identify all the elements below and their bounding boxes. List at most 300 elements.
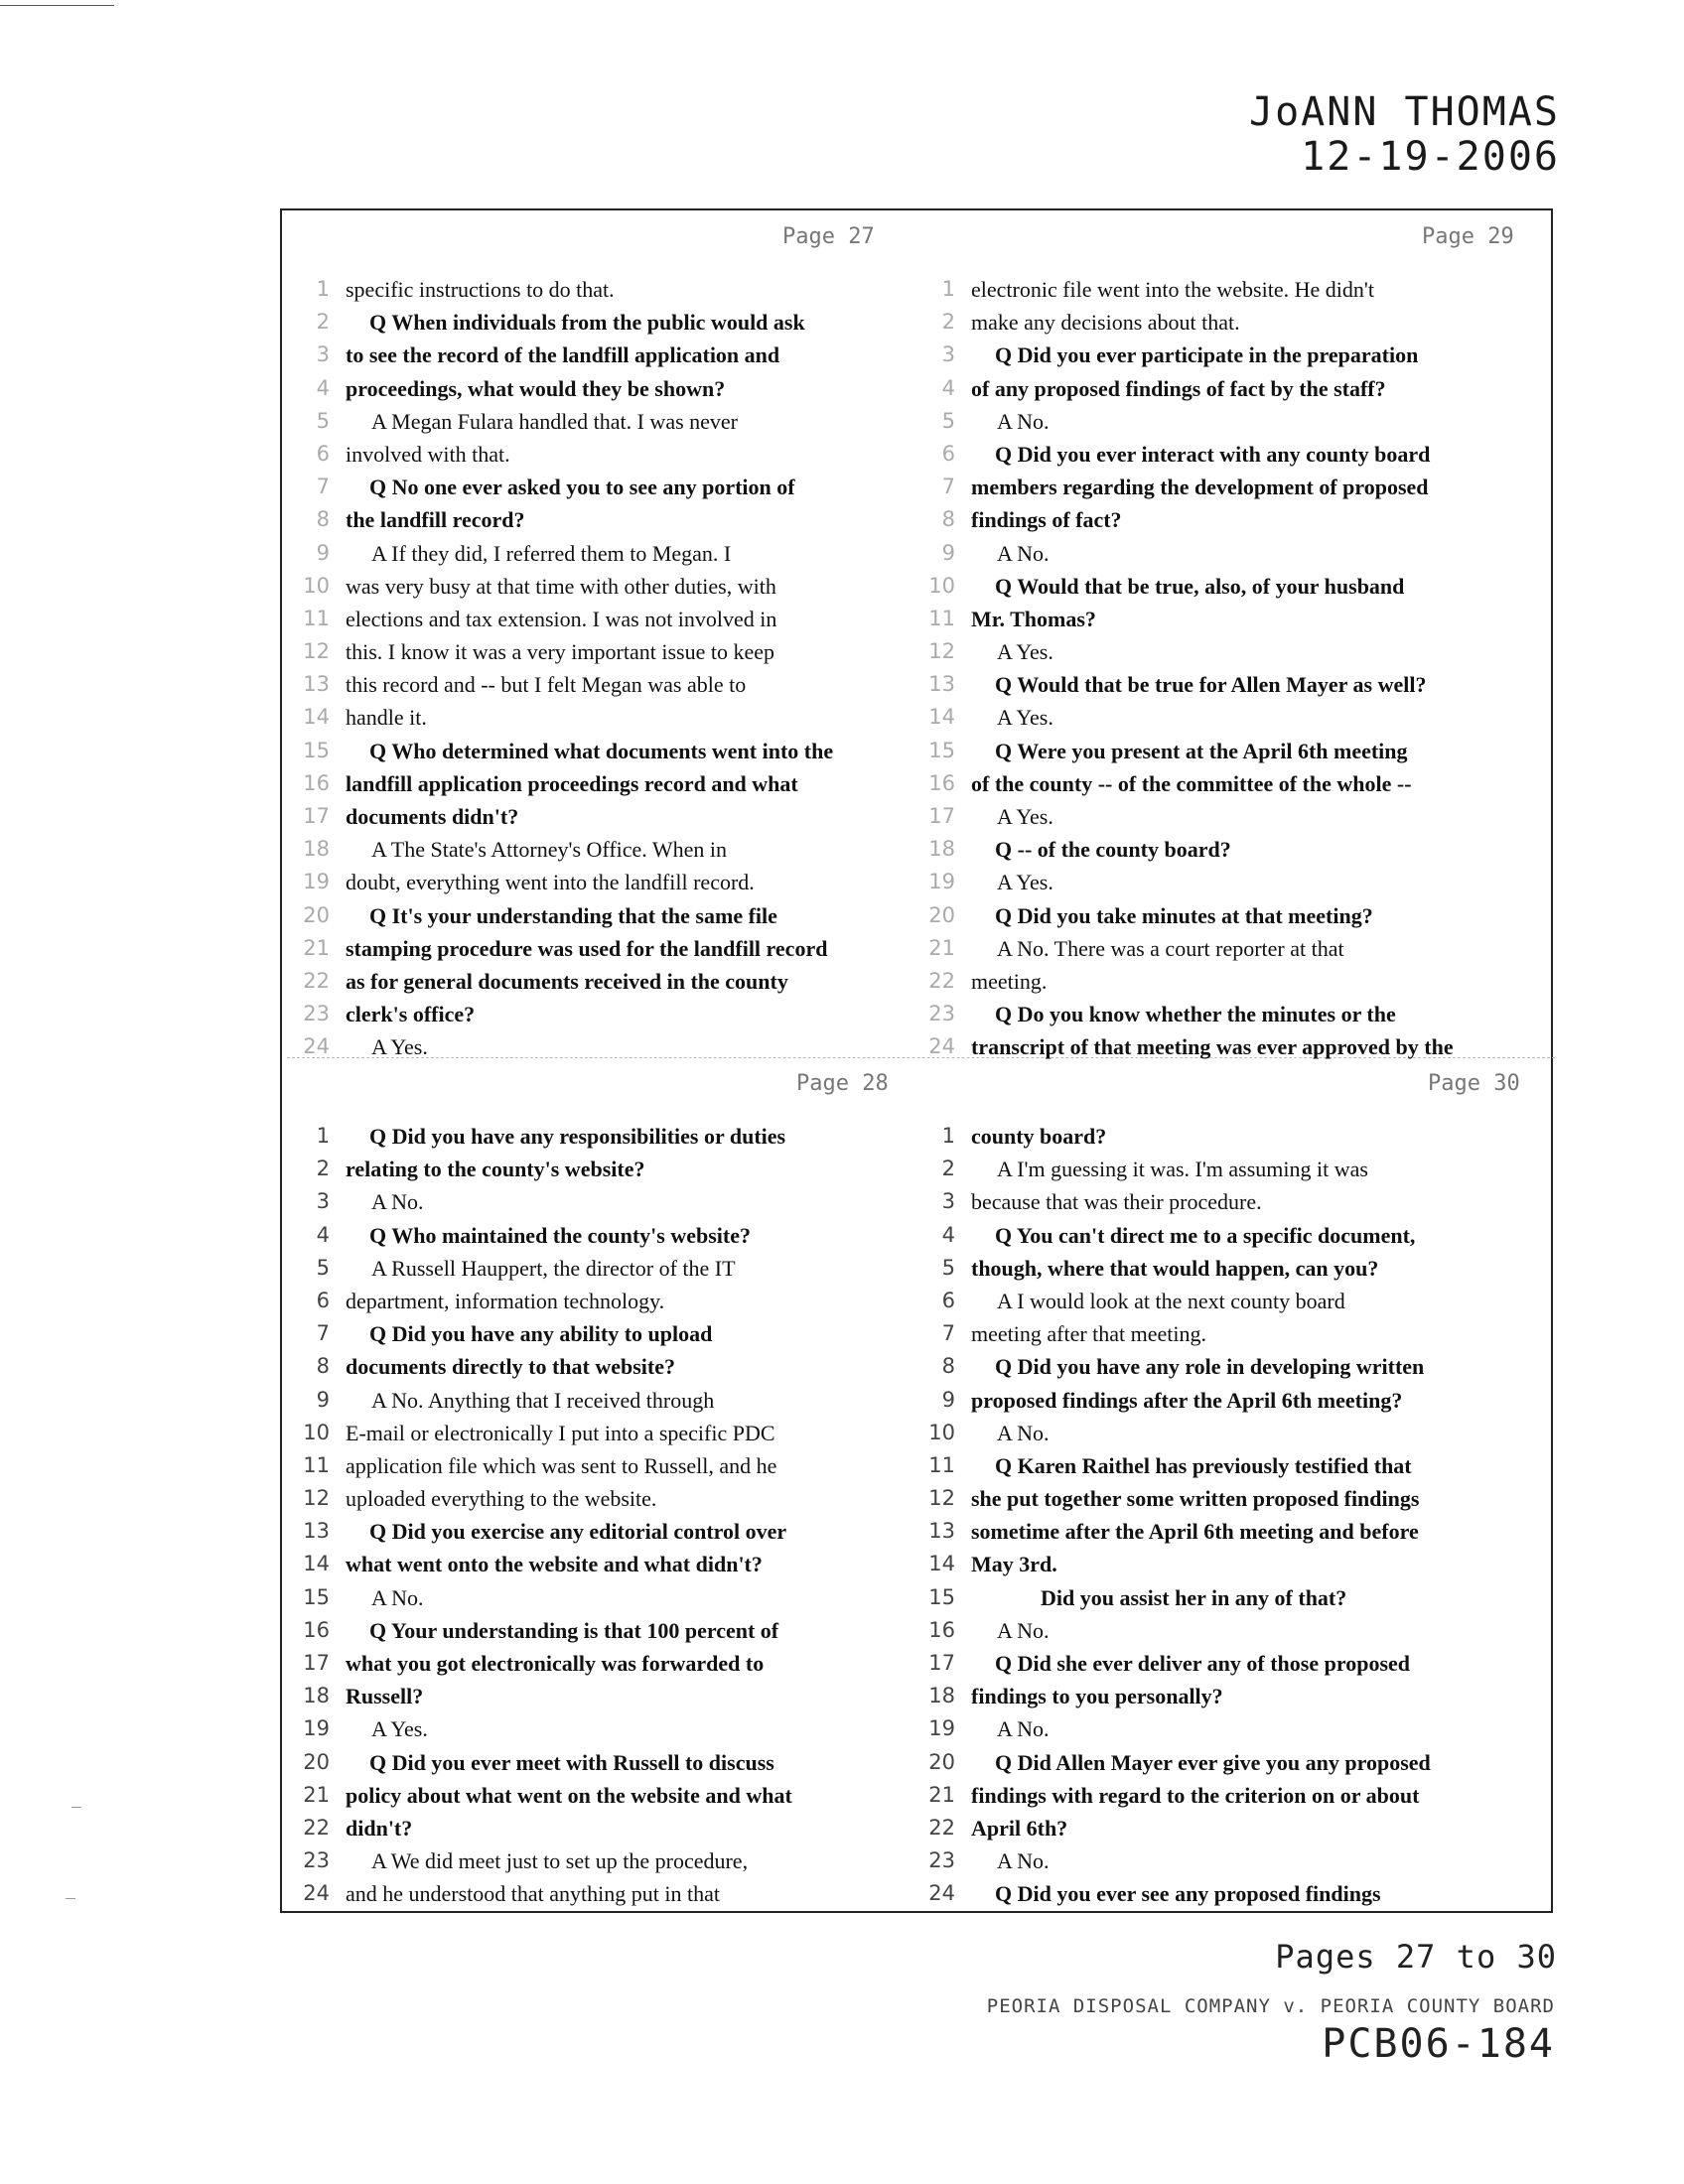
line-number: 13 bbox=[303, 1519, 330, 1544]
line-text: proceedings, what would they be shown? bbox=[346, 375, 726, 401]
scan-speck bbox=[71, 1807, 81, 1808]
line-text: handle it. bbox=[346, 705, 427, 731]
line-number: 1 bbox=[316, 1124, 330, 1148]
line-text: Q Would that be true for Allen Mayer as well? bbox=[995, 672, 1427, 698]
line-number: 13 bbox=[928, 1519, 955, 1544]
line-number: 13 bbox=[303, 672, 330, 697]
line-text: elections and tax extension. I was not involved in bbox=[346, 606, 777, 631]
line-text: because that was their procedure. bbox=[971, 1189, 1262, 1215]
line-number: 20 bbox=[303, 1749, 330, 1774]
line-number: 17 bbox=[928, 804, 955, 828]
line-number: 1 bbox=[316, 277, 330, 301]
line-number: 4 bbox=[316, 1222, 330, 1247]
line-number: 7 bbox=[941, 475, 955, 499]
line-number: 5 bbox=[941, 408, 955, 433]
line-text: Mr. Thomas? bbox=[971, 606, 1096, 631]
line-text: uploaded everything to the website. bbox=[346, 1486, 657, 1512]
line-text: A Yes. bbox=[997, 870, 1053, 895]
line-text: Q Who maintained the county's website? bbox=[369, 1222, 752, 1248]
line-text: findings of fact? bbox=[971, 507, 1122, 533]
line-number: 22 bbox=[303, 1815, 330, 1840]
line-text: A Yes. bbox=[371, 1034, 428, 1060]
transcript-line bbox=[923, 1002, 1559, 1034]
transcript-lines bbox=[923, 1124, 1559, 1915]
line-number: 16 bbox=[928, 770, 955, 795]
transcript-line bbox=[298, 1552, 933, 1584]
transcript-line bbox=[923, 1881, 1559, 1914]
line-number: 8 bbox=[316, 1354, 330, 1379]
line-text: A No. bbox=[371, 1189, 424, 1215]
line-number: 20 bbox=[928, 1749, 955, 1774]
transcript-lines bbox=[923, 277, 1559, 1068]
line-text: A I would look at the next county board bbox=[997, 1288, 1345, 1313]
transcript-line bbox=[298, 969, 933, 1002]
line-text: A We did meet just to set up the procedure, bbox=[371, 1848, 749, 1874]
line-text: meeting. bbox=[971, 968, 1048, 994]
transcript-line bbox=[298, 541, 933, 574]
line-number: 9 bbox=[941, 540, 955, 565]
transcript-line bbox=[298, 936, 933, 969]
line-number: 8 bbox=[316, 507, 330, 532]
line-text: A No. bbox=[997, 540, 1050, 566]
line-number: 9 bbox=[941, 1387, 955, 1412]
transcript-line bbox=[298, 1651, 933, 1684]
line-number: 9 bbox=[316, 1387, 330, 1412]
page-number-label: Page 29 bbox=[1422, 224, 1514, 249]
line-text: A The State's Attorney's Office. When in bbox=[371, 837, 728, 863]
transcript-line bbox=[298, 310, 933, 342]
transcript-line bbox=[923, 1321, 1559, 1354]
line-text: county board? bbox=[971, 1124, 1107, 1149]
transcript-line bbox=[298, 771, 933, 804]
transcript-line bbox=[298, 1002, 933, 1034]
line-number: 17 bbox=[928, 1651, 955, 1675]
transcript-line bbox=[923, 739, 1559, 771]
transcript-line bbox=[298, 837, 933, 870]
transcript-line bbox=[923, 1034, 1559, 1067]
transcript-line bbox=[298, 342, 933, 375]
line-number: 7 bbox=[316, 1321, 330, 1346]
line-number: 19 bbox=[928, 1716, 955, 1741]
line-text: Q Did you have any role in developing written bbox=[995, 1354, 1425, 1380]
transcript-line bbox=[923, 1486, 1559, 1519]
transcript-line bbox=[923, 1783, 1559, 1816]
transcript-line bbox=[923, 672, 1559, 705]
line-text: E-mail or electronically I put into a specific PDC bbox=[346, 1420, 775, 1445]
line-number: 21 bbox=[303, 1782, 330, 1807]
line-number: 2 bbox=[941, 310, 955, 335]
transcript-line bbox=[298, 1223, 933, 1256]
line-text: Q When individuals from the public would ask bbox=[369, 310, 805, 336]
line-text: what you got electronically was forwarded to bbox=[346, 1651, 765, 1676]
line-number: 16 bbox=[928, 1617, 955, 1642]
line-number: 7 bbox=[941, 1321, 955, 1346]
line-number: 21 bbox=[928, 935, 955, 960]
transcript-line bbox=[298, 1750, 933, 1783]
case-caption: PEORIA DISPOSAL COMPANY v. PEORIA COUNTY BOARD bbox=[986, 1995, 1555, 2017]
line-number: 6 bbox=[941, 1288, 955, 1312]
line-number: 21 bbox=[928, 1782, 955, 1807]
line-text: was very busy at that time with other duties, with bbox=[346, 573, 776, 599]
transcript-line bbox=[923, 1618, 1559, 1651]
transcript-line bbox=[923, 837, 1559, 870]
transcript-line bbox=[923, 409, 1559, 442]
transcript-line bbox=[923, 376, 1559, 409]
transcript-line bbox=[298, 639, 933, 672]
transcript-line bbox=[298, 409, 933, 442]
transcript-line bbox=[298, 672, 933, 705]
line-number: 3 bbox=[941, 1189, 955, 1214]
transcript-line bbox=[298, 1034, 933, 1067]
transcript-line bbox=[298, 1881, 933, 1914]
line-number: 19 bbox=[303, 870, 330, 894]
transcript-line bbox=[298, 1157, 933, 1189]
line-text: stamping procedure was used for the landfill record bbox=[346, 935, 828, 961]
transcript-line bbox=[923, 1453, 1559, 1486]
page-number-label: Page 28 bbox=[796, 1071, 889, 1096]
line-number: 14 bbox=[928, 705, 955, 730]
line-text: Q No one ever asked you to see any portion of bbox=[369, 475, 795, 500]
line-number: 22 bbox=[928, 968, 955, 993]
line-number: 15 bbox=[928, 738, 955, 762]
line-text: Did you assist her in any of that? bbox=[1041, 1584, 1347, 1610]
line-number: 2 bbox=[316, 310, 330, 335]
transcript-line bbox=[923, 1157, 1559, 1189]
transcript-line bbox=[923, 310, 1559, 342]
transcript-line bbox=[923, 475, 1559, 507]
line-number: 18 bbox=[303, 1684, 330, 1708]
line-text: Q Would that be true, also, of your husband bbox=[995, 573, 1405, 599]
transcript-line bbox=[923, 507, 1559, 540]
line-text: A No. bbox=[997, 1848, 1050, 1874]
transcript-line bbox=[298, 376, 933, 409]
case-number: PCB06-184 bbox=[1322, 2021, 1555, 2067]
line-text: meeting after that meeting. bbox=[971, 1321, 1207, 1347]
transcript-line bbox=[923, 1684, 1559, 1716]
transcript-line bbox=[923, 1848, 1559, 1881]
transcript-line bbox=[923, 1750, 1559, 1783]
line-text: didn't? bbox=[346, 1815, 413, 1841]
transcript-line bbox=[923, 1816, 1559, 1848]
line-text: relating to the county's website? bbox=[346, 1157, 645, 1182]
transcript-line bbox=[923, 1124, 1559, 1157]
line-number: 6 bbox=[316, 1288, 330, 1312]
transcript-line bbox=[923, 1289, 1559, 1321]
line-text: findings to you personally? bbox=[971, 1684, 1223, 1709]
transcript-line bbox=[298, 739, 933, 771]
line-number: 12 bbox=[303, 639, 330, 664]
line-number: 12 bbox=[928, 639, 955, 664]
line-number: 15 bbox=[303, 738, 330, 762]
line-text: May 3rd. bbox=[971, 1552, 1057, 1577]
transcript-line bbox=[298, 574, 933, 607]
line-text: members regarding the development of proposed bbox=[971, 475, 1429, 500]
transcript-line bbox=[298, 1816, 933, 1848]
transcript-line bbox=[298, 277, 933, 310]
line-number: 6 bbox=[941, 441, 955, 466]
line-text: Q Did she ever deliver any of those proposed bbox=[995, 1651, 1411, 1676]
transcript-line bbox=[298, 870, 933, 902]
line-text: Q Did Allen Mayer ever give you any proposed bbox=[995, 1749, 1431, 1775]
line-text: A Yes. bbox=[997, 639, 1053, 665]
line-number: 10 bbox=[303, 1420, 330, 1444]
transcript-line bbox=[298, 1519, 933, 1552]
transcript-line bbox=[923, 639, 1559, 672]
line-number: 3 bbox=[941, 342, 955, 367]
line-text: Q Did you ever meet with Russell to discuss bbox=[369, 1749, 774, 1775]
line-number: 9 bbox=[316, 540, 330, 565]
line-text: Q Your understanding is that 100 percent of bbox=[369, 1617, 779, 1643]
transcript-line bbox=[298, 1256, 933, 1289]
line-number: 4 bbox=[316, 375, 330, 400]
line-number: 16 bbox=[303, 770, 330, 795]
transcript-line bbox=[923, 771, 1559, 804]
line-text: A I'm guessing it was. I'm assuming it was bbox=[997, 1157, 1368, 1182]
line-number: 1 bbox=[941, 277, 955, 301]
line-number: 17 bbox=[303, 1651, 330, 1675]
line-text: A No. bbox=[997, 408, 1050, 434]
line-number: 24 bbox=[928, 1881, 955, 1906]
line-text: A No. Anything that I received through bbox=[371, 1387, 715, 1413]
transcript-line bbox=[923, 936, 1559, 969]
line-text: Q It's your understanding that the same file bbox=[369, 902, 777, 928]
line-text: A No. bbox=[997, 1420, 1050, 1445]
top-edge-mark bbox=[0, 5, 114, 6]
line-number: 19 bbox=[928, 870, 955, 894]
transcript-line bbox=[923, 1585, 1559, 1618]
line-text: A No. bbox=[371, 1584, 424, 1610]
line-number: 22 bbox=[928, 1815, 955, 1840]
line-text: make any decisions about that. bbox=[971, 310, 1240, 336]
line-text: though, where that would happen, can you? bbox=[971, 1255, 1379, 1281]
line-number: 20 bbox=[928, 902, 955, 927]
line-number: 23 bbox=[928, 1848, 955, 1873]
transcript-line bbox=[923, 903, 1559, 936]
transcript-line bbox=[298, 1453, 933, 1486]
line-number: 12 bbox=[303, 1486, 330, 1511]
line-number: 16 bbox=[303, 1617, 330, 1642]
transcript-line bbox=[298, 1388, 933, 1421]
transcript-line bbox=[298, 1684, 933, 1716]
line-number: 4 bbox=[941, 375, 955, 400]
line-number: 24 bbox=[928, 1034, 955, 1059]
line-number: 12 bbox=[928, 1486, 955, 1511]
transcript-line bbox=[298, 903, 933, 936]
transcript-lines bbox=[298, 277, 933, 1068]
line-text: to see the record of the landfill application and bbox=[346, 342, 780, 368]
page-number-label: Page 27 bbox=[782, 224, 875, 249]
transcript-line bbox=[298, 1585, 933, 1618]
line-number: 14 bbox=[928, 1552, 955, 1576]
transcript-line bbox=[923, 1189, 1559, 1222]
line-text: Q Do you know whether the minutes or the bbox=[995, 1002, 1396, 1027]
transcript-line bbox=[923, 804, 1559, 837]
line-number: 8 bbox=[941, 507, 955, 532]
line-number: 2 bbox=[316, 1157, 330, 1181]
line-text: this record and -- but I felt Megan was able to bbox=[346, 672, 747, 698]
line-text: A Yes. bbox=[371, 1716, 428, 1742]
line-text: doubt, everything went into the landfill record. bbox=[346, 870, 755, 895]
line-text: of any proposed findings of fact by the staff? bbox=[971, 375, 1386, 401]
transcript-line bbox=[298, 475, 933, 507]
transcript-line bbox=[923, 705, 1559, 738]
transcript-line bbox=[923, 442, 1559, 475]
transcript-line bbox=[298, 1354, 933, 1387]
line-number: 11 bbox=[928, 1452, 955, 1477]
line-text: Q Did you have any ability to upload bbox=[369, 1321, 713, 1347]
transcript-line bbox=[923, 607, 1559, 639]
line-text: as for general documents received in the county bbox=[346, 968, 788, 994]
line-number: 3 bbox=[316, 342, 330, 367]
line-text: Q -- of the county board? bbox=[995, 837, 1231, 863]
line-text: Q You can't direct me to a specific document, bbox=[995, 1222, 1416, 1248]
line-number: 8 bbox=[941, 1354, 955, 1379]
transcript-line bbox=[923, 1716, 1559, 1749]
line-text: A Yes. bbox=[997, 705, 1053, 731]
line-number: 15 bbox=[303, 1584, 330, 1609]
line-text: Russell? bbox=[346, 1684, 424, 1709]
transcript-line bbox=[298, 442, 933, 475]
line-number: 22 bbox=[303, 968, 330, 993]
line-number: 14 bbox=[303, 705, 330, 730]
transcript-line bbox=[298, 1124, 933, 1157]
transcript-line bbox=[923, 1421, 1559, 1453]
transcript-lines bbox=[298, 1124, 933, 1915]
page-range: Pages 27 to 30 bbox=[1275, 1938, 1557, 1976]
line-text: Q Who determined what documents went into the bbox=[369, 738, 834, 763]
line-text: Q Did you take minutes at that meeting? bbox=[995, 902, 1373, 928]
transcript-line bbox=[923, 1552, 1559, 1584]
transcript-line bbox=[923, 277, 1559, 310]
line-text: April 6th? bbox=[971, 1815, 1068, 1841]
line-number: 10 bbox=[928, 1420, 955, 1444]
line-text: A Yes. bbox=[997, 804, 1053, 829]
transcript-line bbox=[923, 1354, 1559, 1387]
transcript-line bbox=[923, 1223, 1559, 1256]
line-number: 21 bbox=[303, 935, 330, 960]
line-number: 5 bbox=[941, 1255, 955, 1280]
line-text: A No. There was a court reporter at that bbox=[997, 935, 1344, 961]
line-text: A Russell Hauppert, the director of the IT bbox=[371, 1255, 736, 1281]
line-number: 18 bbox=[928, 837, 955, 862]
transcript-line bbox=[923, 1519, 1559, 1552]
line-number: 13 bbox=[928, 672, 955, 697]
line-text: she put together some written proposed findings bbox=[971, 1486, 1420, 1512]
line-number: 23 bbox=[303, 1848, 330, 1873]
transcript-line bbox=[923, 1388, 1559, 1421]
transcript-line bbox=[298, 1716, 933, 1749]
line-text: Q Did you ever see any proposed findings bbox=[995, 1881, 1381, 1907]
transcript-line bbox=[923, 969, 1559, 1002]
transcript-line bbox=[298, 1783, 933, 1816]
transcript-line bbox=[298, 1189, 933, 1222]
line-text: A Megan Fulara handled that. I was never bbox=[371, 408, 738, 434]
line-number: 15 bbox=[928, 1584, 955, 1609]
transcript-line bbox=[923, 870, 1559, 902]
transcript-line bbox=[298, 507, 933, 540]
transcript-line bbox=[298, 1421, 933, 1453]
line-number: 24 bbox=[303, 1034, 330, 1059]
line-number: 23 bbox=[303, 1002, 330, 1026]
line-number: 6 bbox=[316, 441, 330, 466]
line-text: of the county -- of the committee of the whole -- bbox=[971, 770, 1412, 796]
transcript-line bbox=[298, 1618, 933, 1651]
line-text: policy about what went on the website and what bbox=[346, 1782, 792, 1808]
line-number: 5 bbox=[316, 1255, 330, 1280]
transcript-line bbox=[298, 804, 933, 837]
line-number: 10 bbox=[303, 573, 330, 598]
line-number: 11 bbox=[928, 606, 955, 630]
line-number: 20 bbox=[303, 902, 330, 927]
transcript-line bbox=[923, 1651, 1559, 1684]
line-number: 5 bbox=[316, 408, 330, 433]
line-number: 1 bbox=[941, 1124, 955, 1148]
scan-speck bbox=[66, 1898, 75, 1899]
transcript-line bbox=[298, 1321, 933, 1354]
line-text: transcript of that meeting was ever approved by the bbox=[971, 1034, 1454, 1060]
line-number: 11 bbox=[303, 606, 330, 630]
line-text: application file which was sent to Russell, and he bbox=[346, 1452, 777, 1478]
line-number: 19 bbox=[303, 1716, 330, 1741]
transcript-line bbox=[298, 1486, 933, 1519]
line-number: 10 bbox=[928, 573, 955, 598]
line-text: Q Did you exercise any editorial control over bbox=[369, 1519, 787, 1545]
line-text: Q Karen Raithel has previously testified that bbox=[995, 1452, 1412, 1478]
transcript-line bbox=[923, 574, 1559, 607]
line-number: 18 bbox=[928, 1684, 955, 1708]
line-text: Q Did you ever interact with any county board bbox=[995, 441, 1431, 467]
line-text: documents didn't? bbox=[346, 804, 519, 829]
line-text: the landfill record? bbox=[346, 507, 525, 533]
line-number: 23 bbox=[928, 1002, 955, 1026]
line-text: electronic file went into the website. He didn't bbox=[971, 277, 1374, 302]
line-text: A No. bbox=[997, 1617, 1050, 1643]
transcript-line bbox=[923, 342, 1559, 375]
line-text: Q Did you have any responsibilities or duties bbox=[369, 1124, 786, 1149]
line-text: and he understood that anything put in that bbox=[346, 1881, 720, 1907]
line-number: 2 bbox=[941, 1157, 955, 1181]
transcript-line bbox=[923, 541, 1559, 574]
line-text: A No. bbox=[997, 1716, 1050, 1742]
line-text: clerk's office? bbox=[346, 1002, 476, 1027]
line-text: Q Did you ever participate in the preparation bbox=[995, 342, 1419, 368]
deposition-date: 12-19-2006 bbox=[1301, 134, 1560, 180]
line-number: 4 bbox=[941, 1222, 955, 1247]
line-text: specific instructions to do that. bbox=[346, 277, 615, 302]
line-number: 24 bbox=[303, 1881, 330, 1906]
line-number: 14 bbox=[303, 1552, 330, 1576]
page-number-label: Page 30 bbox=[1428, 1071, 1520, 1096]
line-text: A If they did, I referred them to Megan. I bbox=[371, 540, 732, 566]
line-number: 11 bbox=[303, 1452, 330, 1477]
line-number: 3 bbox=[316, 1189, 330, 1214]
line-text: department, information technology. bbox=[346, 1288, 665, 1313]
line-text: proposed findings after the April 6th meeting? bbox=[971, 1387, 1403, 1413]
deponent-name: JoANN THOMAS bbox=[1249, 89, 1560, 135]
line-text: Q Were you present at the April 6th meeting bbox=[995, 738, 1408, 763]
line-text: landfill application proceedings record and what bbox=[346, 770, 798, 796]
line-text: sometime after the April 6th meeting and before bbox=[971, 1519, 1419, 1545]
line-text: this. I know it was a very important issue to keep bbox=[346, 639, 774, 665]
line-number: 18 bbox=[303, 837, 330, 862]
line-text: what went onto the website and what didn't? bbox=[346, 1552, 763, 1577]
transcript-line bbox=[923, 1256, 1559, 1289]
line-text: involved with that. bbox=[346, 441, 510, 467]
transcript-line bbox=[298, 1848, 933, 1881]
line-number: 7 bbox=[316, 475, 330, 499]
line-number: 17 bbox=[303, 804, 330, 828]
line-text: findings with regard to the criterion on or about bbox=[971, 1782, 1420, 1808]
